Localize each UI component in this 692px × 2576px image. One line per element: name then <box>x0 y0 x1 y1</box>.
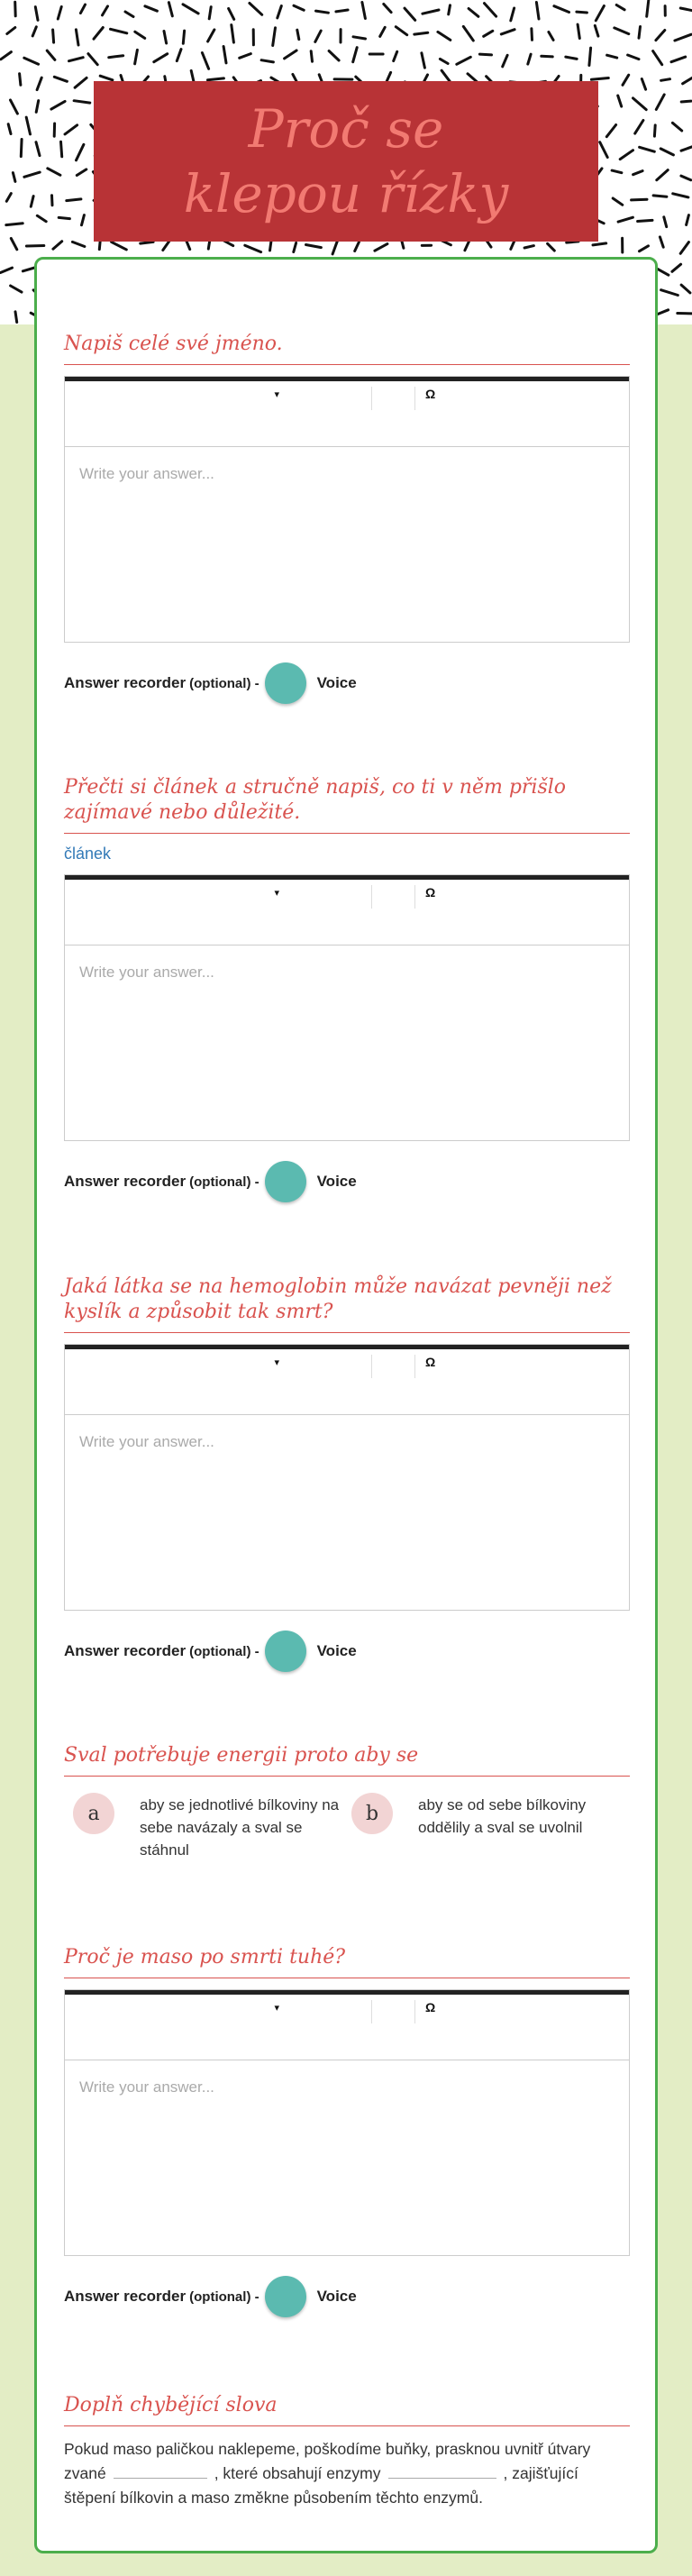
pattern-dash <box>396 27 406 35</box>
question-article <box>64 775 630 1202</box>
pattern-dash <box>329 51 339 61</box>
answer-input[interactable]: Write your answer... <box>79 964 214 981</box>
voice-record-button[interactable] <box>265 1631 306 1672</box>
choice-list <box>64 1793 630 1861</box>
toolbar-divider <box>414 2000 415 2023</box>
voice-record-button[interactable] <box>265 662 306 704</box>
pattern-dash <box>673 194 688 197</box>
pattern-dash <box>24 58 39 64</box>
pattern-dash <box>294 5 304 10</box>
pattern-dash <box>660 149 673 155</box>
pattern-dash <box>449 5 451 14</box>
pattern-dash <box>35 7 38 21</box>
pattern-dash <box>683 75 692 84</box>
worksheet-card <box>34 257 658 2553</box>
pattern-dash <box>53 30 54 42</box>
pattern-dash <box>168 3 172 16</box>
pattern-dash <box>125 12 133 17</box>
pattern-dash <box>355 242 360 251</box>
pattern-dash <box>656 95 664 110</box>
pattern-dash <box>511 8 514 21</box>
pattern-dash <box>640 246 649 251</box>
pattern-dash <box>405 8 415 20</box>
pattern-dash <box>11 100 18 114</box>
recorder-optional: (optional) - <box>189 2288 260 2305</box>
pattern-dash <box>240 54 251 59</box>
format-dropdown[interactable]: ▾ <box>274 888 279 899</box>
pattern-dash <box>612 170 622 173</box>
answer-input[interactable]: Write your answer... <box>79 2078 214 2096</box>
pattern-dash <box>306 245 322 248</box>
pattern-dash <box>469 9 478 17</box>
voice-record-button[interactable] <box>265 2276 306 2317</box>
pattern-dash <box>65 125 77 134</box>
pattern-dash <box>375 244 387 251</box>
pattern-dash <box>1 52 12 59</box>
pattern-dash <box>6 224 23 225</box>
pattern-dash <box>294 243 296 252</box>
answer-editor[interactable] <box>64 1344 630 1611</box>
toolbar-divider <box>371 885 372 909</box>
pattern-dash <box>414 32 428 34</box>
title-banner <box>94 81 598 242</box>
pattern-dash <box>438 32 451 40</box>
pattern-dash <box>591 78 608 80</box>
pattern-dash <box>15 312 17 323</box>
pattern-dash <box>15 2 16 16</box>
pattern-dash <box>532 29 533 41</box>
pattern-dash <box>615 28 629 34</box>
pattern-dash <box>566 57 577 59</box>
fill-text-part: , které obsahují enzymy <box>214 2464 381 2482</box>
pattern-dash <box>297 30 299 40</box>
pattern-dash <box>607 55 617 58</box>
pattern-dash <box>479 54 491 55</box>
toolbar-divider <box>414 885 415 909</box>
voice-label: Voice <box>316 1642 357 1659</box>
editor-toolbar <box>65 377 629 447</box>
answer-recorder <box>64 2276 630 2317</box>
choice-a[interactable] <box>73 1793 351 1861</box>
pattern-dash <box>75 78 86 87</box>
pattern-dash <box>501 30 514 34</box>
pattern-dash <box>618 96 622 106</box>
choice-text: aby se od sebe bílkoviny oddělily a sval se uvolnil <box>418 1796 587 1836</box>
pattern-dash <box>315 31 321 41</box>
question-muscle <box>64 1743 630 1861</box>
pattern-dash <box>32 27 36 36</box>
pattern-dash <box>59 217 69 218</box>
pattern-dash <box>109 56 123 58</box>
pattern-dash <box>394 51 397 60</box>
pattern-dash <box>681 146 692 151</box>
pattern-dash <box>7 28 15 34</box>
pattern-dash <box>528 54 531 64</box>
pattern-dash <box>503 55 507 67</box>
recorder-optional: (optional) - <box>189 1174 260 1190</box>
pattern-dash <box>620 151 633 160</box>
pattern-dash <box>606 125 615 137</box>
pattern-dash <box>103 6 108 15</box>
pattern-dash <box>577 12 587 13</box>
choice-badge[interactable]: a <box>73 1793 114 1834</box>
recorder-label: Answer recorder <box>64 2288 187 2305</box>
pattern-dash <box>632 199 647 200</box>
pattern-dash <box>380 27 386 36</box>
choice-b[interactable] <box>351 1793 630 1861</box>
pattern-dash <box>209 7 211 19</box>
pattern-dash <box>672 264 681 271</box>
pattern-dash <box>74 101 90 103</box>
question-hemoglobin <box>64 1274 630 1672</box>
pattern-dash <box>37 78 41 89</box>
pattern-dash <box>270 242 271 251</box>
pattern-dash <box>202 53 208 69</box>
recorder-optional: (optional) - <box>189 675 260 691</box>
pattern-dash <box>613 198 623 205</box>
voice-label: Voice <box>316 2288 357 2305</box>
pattern-dash <box>353 37 366 39</box>
pattern-dash <box>687 215 689 225</box>
pattern-dash <box>26 246 43 247</box>
pattern-dash <box>208 30 214 41</box>
format-dropdown[interactable]: ▾ <box>274 2003 279 2014</box>
recorder-label: Answer recorder <box>64 1642 187 1659</box>
choice-badge[interactable]: b <box>351 1793 393 1834</box>
pattern-dash <box>423 10 439 14</box>
pattern-dash <box>664 217 667 227</box>
pattern-dash <box>642 79 645 90</box>
pattern-dash <box>21 140 22 157</box>
pattern-dash <box>671 57 686 62</box>
pattern-dash <box>661 290 678 296</box>
pattern-dash <box>67 199 81 201</box>
pattern-dash <box>100 76 113 80</box>
question-title: Doplň chybějící slova <box>64 2393 630 2426</box>
toolbar-divider <box>414 1355 415 1378</box>
pattern-dash <box>80 5 85 14</box>
choice-text: aby se jednotlivé bílkoviny na sebe navázaly a sval se stáhnul <box>140 1796 340 1859</box>
format-dropdown[interactable]: ▾ <box>274 389 279 400</box>
answer-editor[interactable] <box>64 376 630 643</box>
special-char-icon[interactable]: Ω <box>425 387 436 401</box>
pattern-dash <box>660 237 663 247</box>
pattern-dash <box>54 77 67 81</box>
pattern-dash <box>13 173 15 182</box>
pattern-dash <box>177 50 181 61</box>
blank-input[interactable] <box>114 2462 207 2479</box>
fill-in-text <box>64 2437 630 2510</box>
article-link[interactable]: článek <box>64 845 112 863</box>
pattern-dash <box>680 242 688 254</box>
pattern-dash <box>623 75 629 85</box>
pattern-dash <box>135 50 138 63</box>
pattern-dash <box>77 169 86 176</box>
answer-input[interactable]: Write your answer... <box>79 465 214 482</box>
answer-editor[interactable] <box>64 1989 630 2256</box>
pattern-dash <box>37 215 46 221</box>
pattern-dash <box>8 124 11 134</box>
pattern-dash <box>596 6 604 21</box>
pattern-dash <box>316 11 329 13</box>
pattern-dash <box>422 53 425 68</box>
pattern-dash <box>362 3 366 19</box>
pattern-dash <box>548 243 555 251</box>
pattern-dash <box>457 57 471 64</box>
pattern-dash <box>336 10 348 12</box>
pattern-dash <box>183 5 198 14</box>
page-title: Proč se klepou řízky <box>183 98 509 224</box>
recorder-label: Answer recorder <box>64 1173 187 1190</box>
pattern-dash <box>595 25 598 36</box>
pattern-dash <box>536 3 539 20</box>
question-title: Napiš celé své jméno. <box>64 332 630 365</box>
pattern-dash <box>616 5 624 10</box>
special-char-icon[interactable]: Ω <box>425 885 436 900</box>
fill-text-part: , zajišťující štěpení bílkovin a maso změkne působením těchto enzymů. <box>64 2464 578 2507</box>
pattern-dash <box>440 59 448 63</box>
pattern-dash <box>484 31 493 36</box>
question-title: Proč je maso po smrti tuhé? <box>64 1945 630 1978</box>
question-stiffness <box>64 1945 630 2317</box>
pattern-dash <box>589 48 591 65</box>
pattern-dash <box>232 25 234 42</box>
pattern-dash <box>223 47 226 63</box>
question-fill-blanks <box>64 2393 630 2510</box>
pattern-dash <box>653 51 662 65</box>
pattern-dash <box>656 31 665 41</box>
pattern-dash <box>311 51 312 61</box>
recorder-optional: (optional) - <box>189 1643 260 1659</box>
pattern-dash <box>635 121 643 134</box>
editor-toolbar <box>65 1345 629 1415</box>
pattern-dash <box>542 56 552 57</box>
pattern-dash <box>639 27 641 39</box>
pattern-dash <box>675 34 691 41</box>
pattern-dash <box>628 55 639 59</box>
pattern-dash <box>164 32 167 44</box>
pattern-dash <box>672 123 681 131</box>
format-dropdown[interactable]: ▾ <box>274 1357 279 1368</box>
pattern-dash <box>681 101 691 102</box>
pattern-dash <box>647 0 649 16</box>
pattern-dash <box>48 169 60 176</box>
pattern-dash <box>88 54 97 65</box>
pattern-dash <box>245 245 261 251</box>
pattern-dash <box>250 4 262 15</box>
pattern-dash <box>593 243 606 245</box>
toolbar-divider <box>371 1355 372 1378</box>
pattern-dash <box>141 242 153 243</box>
question-name <box>64 332 630 704</box>
pattern-dash <box>77 144 84 160</box>
answer-recorder <box>64 1631 630 1672</box>
pattern-dash <box>69 58 84 61</box>
pattern-dash <box>600 142 608 158</box>
pattern-dash <box>6 194 11 202</box>
pattern-dash <box>36 142 40 156</box>
pattern-dash <box>680 8 692 11</box>
pattern-dash <box>20 74 21 86</box>
voice-label: Voice <box>316 1173 357 1190</box>
question-title: Jaká látka se na hemoglobin může navázat pevněji než kyslík a způsobit tak smrt? <box>64 1274 630 1333</box>
pattern-dash <box>82 215 85 225</box>
pattern-dash <box>112 242 127 250</box>
pattern-dash <box>638 220 652 221</box>
pattern-dash <box>47 50 55 59</box>
pattern-dash <box>273 28 276 46</box>
pattern-dash <box>578 24 579 38</box>
pattern-dash <box>208 78 224 80</box>
pattern-dash <box>72 242 85 246</box>
pattern-dash <box>61 142 62 157</box>
fill-text-part: Pokud maso paličkou naklepeme, poškodíme buňky, prasknou uvnitř útvary zvané <box>64 2440 591 2482</box>
pattern-dash <box>53 242 62 250</box>
pattern-dash <box>633 98 647 110</box>
pattern-dash <box>681 176 691 180</box>
pattern-dash <box>633 171 643 175</box>
pattern-dash <box>261 60 273 62</box>
pattern-dash <box>524 246 533 248</box>
pattern-dash <box>618 217 633 222</box>
voice-label: Voice <box>316 674 357 691</box>
pattern-dash <box>51 101 65 109</box>
pattern-dash <box>145 6 158 11</box>
toolbar-divider <box>414 387 415 410</box>
pattern-dash <box>549 32 553 41</box>
pattern-dash <box>58 7 61 20</box>
pattern-dash <box>654 125 655 136</box>
pattern-dash <box>11 286 22 292</box>
pattern-dash <box>681 285 690 293</box>
question-title: Přečti si článek a stručně napiš, co ti v něm přišlo zajímavé nebo důležité. <box>64 775 630 834</box>
pattern-dash <box>31 196 33 207</box>
blank-input[interactable] <box>388 2462 496 2479</box>
pattern-dash <box>76 30 78 45</box>
special-char-icon[interactable]: Ω <box>425 1355 436 1369</box>
pattern-dash <box>154 54 168 62</box>
pattern-dash <box>463 26 473 41</box>
toolbar-divider <box>371 387 372 410</box>
pattern-dash <box>52 196 53 206</box>
pattern-dash <box>384 5 391 13</box>
voice-record-button[interactable] <box>265 1161 306 1202</box>
answer-recorder <box>64 662 630 704</box>
pattern-dash <box>278 6 282 18</box>
toolbar-divider <box>371 2000 372 2023</box>
pattern-dash <box>657 170 668 180</box>
editor-toolbar <box>65 875 629 945</box>
pattern-dash <box>111 29 127 33</box>
pattern-dash <box>640 147 655 151</box>
pattern-dash <box>1 268 13 272</box>
pattern-dash <box>285 50 297 59</box>
pattern-dash <box>353 48 358 62</box>
pattern-dash <box>183 31 184 43</box>
answer-editor[interactable] <box>64 874 630 1141</box>
special-char-icon[interactable]: Ω <box>425 2000 436 2014</box>
editor-toolbar <box>65 1990 629 2060</box>
pattern-dash <box>135 32 145 38</box>
pattern-dash <box>229 8 234 19</box>
pattern-dash <box>554 6 569 13</box>
answer-recorder <box>64 1161 630 1202</box>
recorder-label: Answer recorder <box>64 674 187 691</box>
answer-input[interactable]: Write your answer... <box>79 1433 214 1450</box>
question-title: Sval potřebuje energii proto aby se <box>64 1743 630 1777</box>
pattern-dash <box>485 4 496 17</box>
pattern-dash <box>94 28 103 40</box>
pattern-dash <box>661 79 670 81</box>
pattern-dash <box>36 101 39 113</box>
pattern-dash <box>11 239 16 250</box>
pattern-dash <box>24 172 40 177</box>
pattern-dash <box>26 117 30 134</box>
